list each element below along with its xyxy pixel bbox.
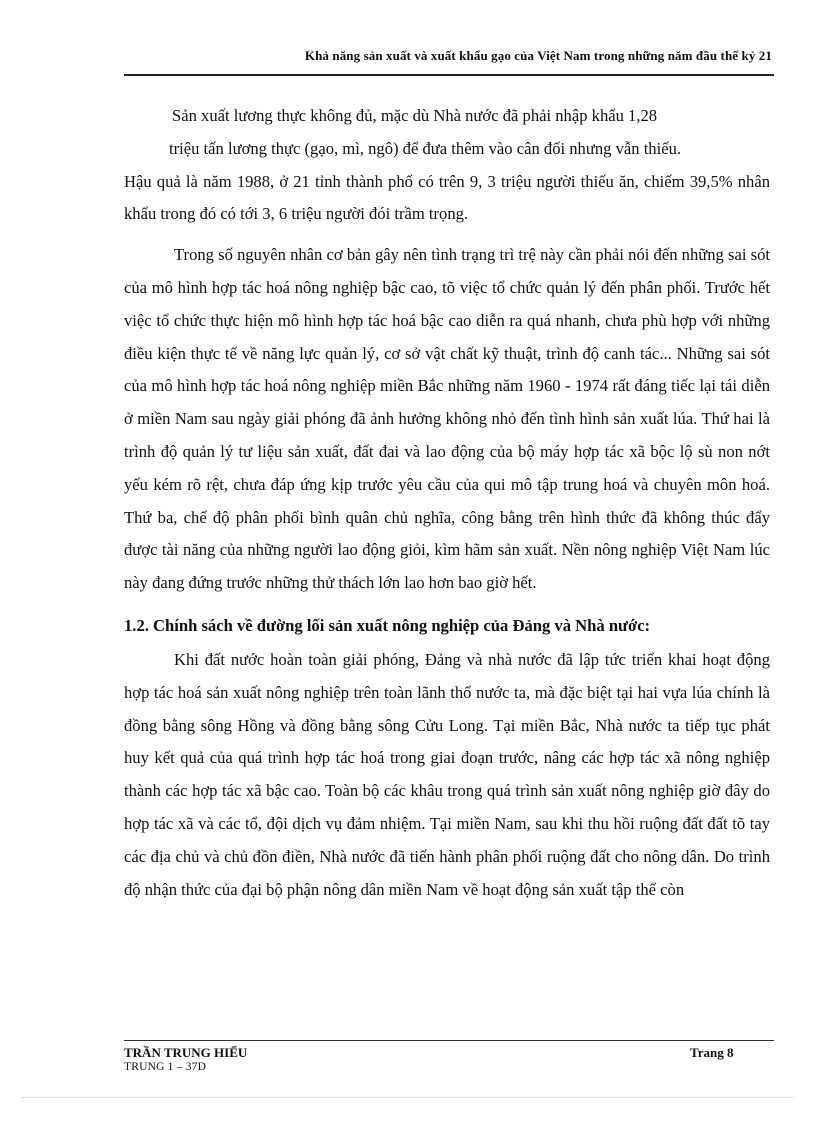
paragraph-3: Khi đất nước hoàn toàn giải phóng, Đảng và nhà nước đã lập tức triển khai hoạt động hợp tác hoá sản xuất nông nghiệp trên toàn lãnh thổ nước ta, mà đặc biệt tại hai vựa lúa chính là đồng bằng sông Hồng và đồng bằng sông Cửu Long. Tại miền Bắc, Nhà nước ta tiếp tục phát huy kết quả của quá trình hợp tác hoá trong giai đoạn trước, nâng các hợp tác xã nông nghiệp thành các hợp tác xã bậc cao. Toàn bộ các khâu trong quá trình sản xuất nông nghiệp giờ đây do hợp tác xã và các tổ, đội dịch vụ đảm nhiệm. Tại miền Nam, sau khi thu hồi ruộng đất đất tõ tay các địa chủ và chủ đồn điền, Nhà nước đã tiến hành phân phối ruộng đất cho nông dân. Do trình độ nhận thức của đại bộ phận nông dân miền Nam về hoạt động sản xuất tập thể còn xyxy=(124,649,770,899)
footer-divider xyxy=(124,1040,774,1041)
footer-class: TRUNG 1 – 37D xyxy=(124,1061,207,1073)
paragraph-2: Trong số nguyên nhân cơ bản gây nên tình trạng trì trệ này cần phải nói đến những sai sót của mô hình hợp tác hoá nông nghiệp bậc cao, tõ việc tổ chức quản lý đến phân phối. Trước hết việc tổ chức thực hiện mô hình hợp tác hoá bậc cao diễn ra quá nhanh, chưa phù hợp với những điều kiện thực tế về năng lực quản lý, cơ sở vật chất kỹ thuật, trình độ canh tác... Những sai sót của mô hình hợp tác hoá nông nghiệp miền Bắc những năm 1960 - 1974 rất đáng tiếc lại tái diễn ở miền Nam sau ngày giải phóng đã ảnh hưởng không nhỏ đến tình hình sản xuất lúa. Thứ hai là trình độ quản lý tư liệu sản xuất, đất đai và lao động của bộ máy hợp tác xã bộc lộ sù non nớt yếu kém rõ rệt, chưa đáp ứng kịp trước yêu cầu của qui mô tập trung hoá và chuyên môn hoá. Thứ ba, chế độ phân phối bình quân chủ nghĩa, công bằng trên hình thức đã không thúc đẩy được tài năng của những người lao động giỏi, kìm hãm sản xuất. Nền nông nghiệp Việt Nam lúc này đang đứng trước những thử thách lớn lao hơn bao giờ hết. xyxy=(124,245,770,593)
page-bottom-border xyxy=(22,1097,794,1098)
footer-author: TRẦN TRUNG HIẾU xyxy=(124,1045,248,1060)
paragraph-1-line-1: Sản xuất lương thực không đủ, mặc dù Nhà nước đã phải nhập khẩu 1,28 xyxy=(172,106,658,125)
section-heading: 1.2. Chính sách về đường lối sản xuất nông nghiệp của Đảng và Nhà nước: xyxy=(124,615,651,635)
paragraph-1 xyxy=(124,100,770,231)
paragraph-1-rest: Hậu quả là năm 1988, ở 21 tỉnh thành phố có trên 9, 3 triệu người thiếu ăn, chiếm 39,5% nhân khẩu trong đó có tới 3, 6 triệu người đói trầm trọng. xyxy=(124,171,770,224)
page-number: Trang 8 xyxy=(690,1045,734,1060)
running-header: Khả năng sản xuất và xuất khẩu gạo của Việt Nam trong những năm đầu thế kỷ 21 xyxy=(304,48,772,63)
document-body xyxy=(124,100,770,906)
paragraph-1-line-2: triệu tấn lương thực (gạo, mì, ngô) để đưa thêm vào cân đối nhưng vẫn thiếu. xyxy=(169,138,682,158)
header-divider xyxy=(124,74,774,76)
